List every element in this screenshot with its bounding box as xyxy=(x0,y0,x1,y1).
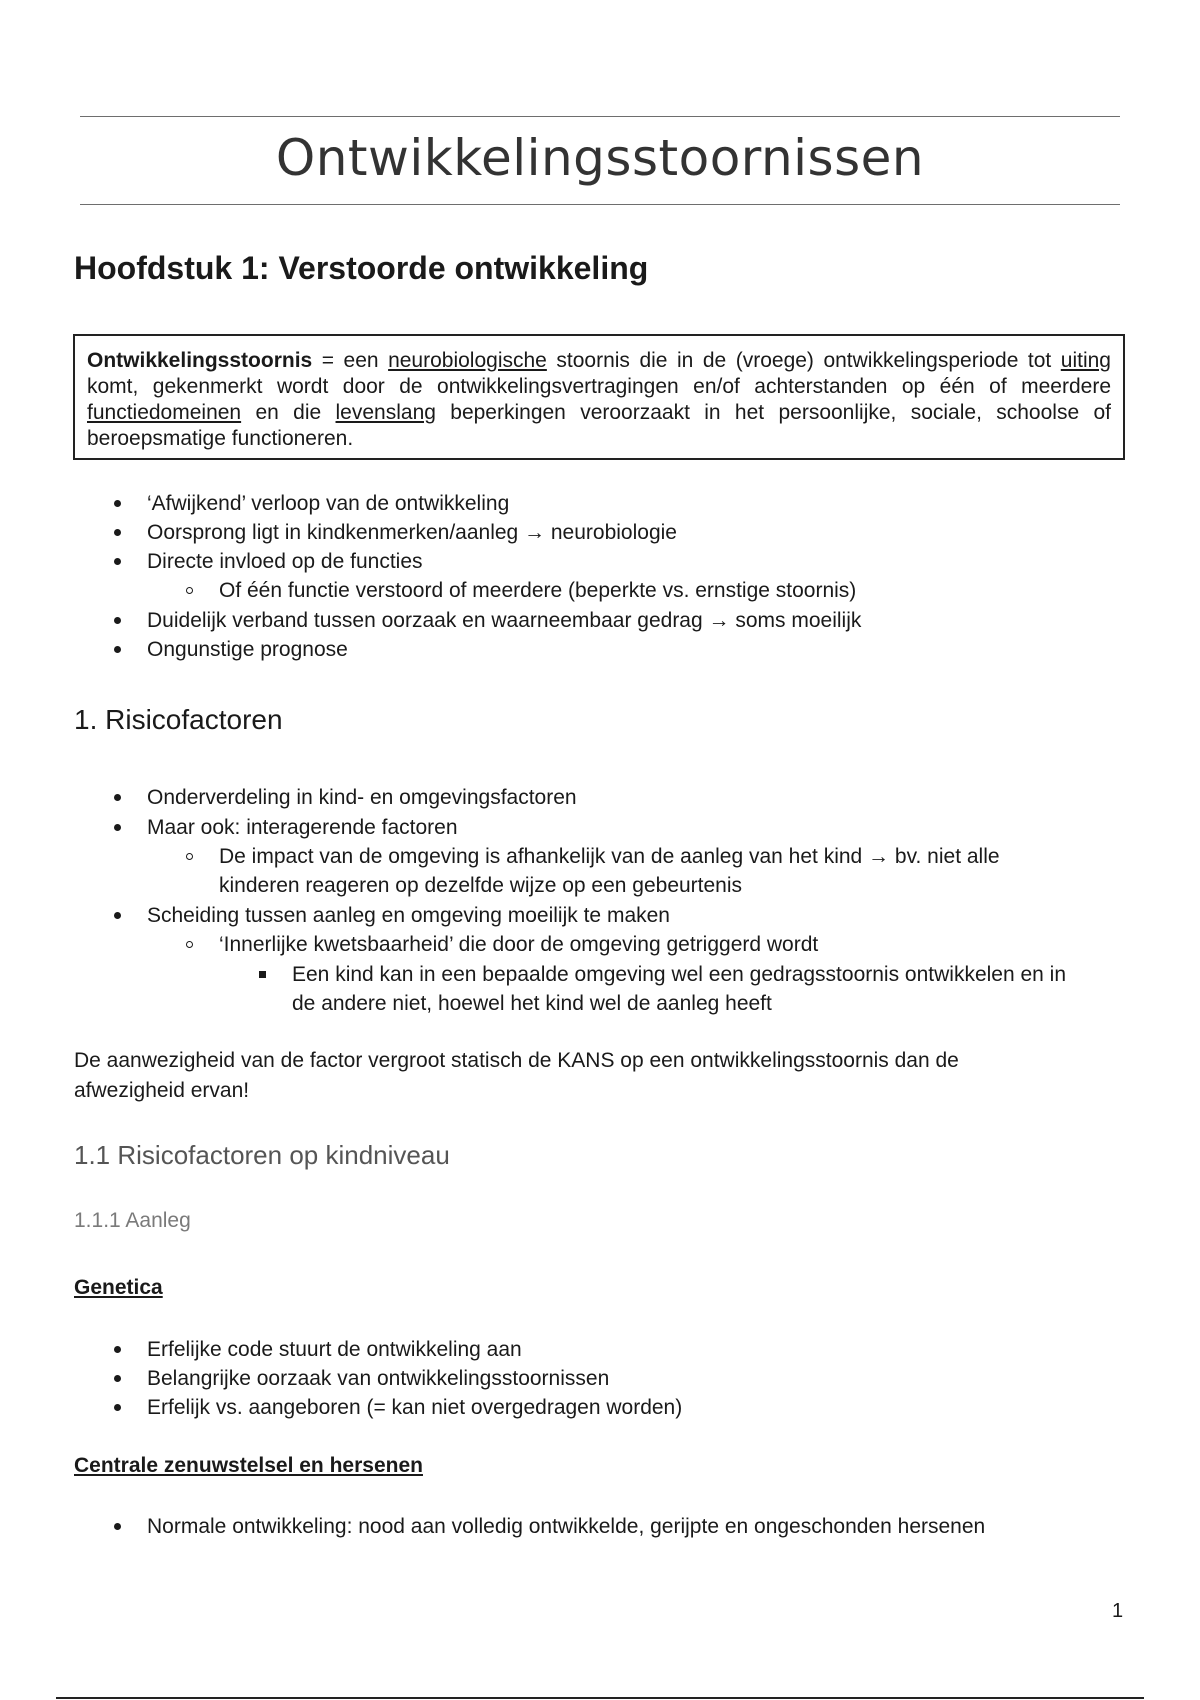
list-item-continuation: de andere niet, hoewel het kind wel de aanleg heeft xyxy=(292,992,772,1015)
bullet-dot-icon xyxy=(114,1523,121,1530)
section-heading-risicofactoren: 1. Risicofactoren xyxy=(74,704,283,735)
list-item: Normale ontwikkeling: nood aan volledig ontwikkelde, gerijpte en ongeschonden hersenen xyxy=(147,1515,986,1538)
bullet-dot-icon xyxy=(114,529,121,536)
bullet-dot-icon xyxy=(114,1375,121,1382)
list-item: Onderverdeling in kind- en omgevingsfactoren xyxy=(147,786,577,809)
definition-underlined: uiting xyxy=(1060,349,1111,372)
bullet-dot-icon xyxy=(114,617,121,624)
list-item: Directe invloed op de functies xyxy=(147,550,423,573)
list-item: ‘Afwijkend’ verloop van de ontwikkeling xyxy=(147,492,510,515)
bullet-dot-icon xyxy=(114,794,121,801)
topic-heading-czs: Centrale zenuwstelsel en hersenen xyxy=(74,1454,423,1477)
page-bottom-rule xyxy=(56,1697,1144,1699)
subsubsection-heading-aanleg: 1.1.1 Aanleg xyxy=(74,1209,191,1232)
chapter-heading: Hoofdstuk 1: Verstoorde ontwikkeling xyxy=(74,250,649,286)
list-item: Een kind kan in een bepaalde omgeving wel een gedragsstoornis ontwikkelen en in xyxy=(292,963,1067,986)
bullet-dot-icon xyxy=(114,1346,121,1353)
list-item: Erfelijke code stuurt de ontwikkeling aan xyxy=(147,1338,522,1361)
bullet-circle-icon xyxy=(186,587,193,594)
list-item: Oorsprong ligt in kindkenmerken/aanleg → neurobiologie xyxy=(147,521,677,544)
bullet-dot-icon xyxy=(114,912,121,919)
bullet-dot-icon xyxy=(114,558,121,565)
list-item: Maar ook: interagerende factoren xyxy=(147,816,458,839)
title-rule-bottom xyxy=(80,204,1120,205)
list-item: Duidelijk verband tussen oorzaak en waarneembaar gedrag → soms moeilijk xyxy=(147,609,862,632)
document-title: Ontwikkelingsstoornissen xyxy=(275,129,925,187)
definition-text: en die xyxy=(241,401,336,424)
list-item: Erfelijk vs. aangeboren (= kan niet overgedragen worden) xyxy=(147,1396,683,1419)
definition-underlined: levenslang xyxy=(335,401,436,424)
list-item: Belangrijke oorzaak van ontwikkelingsstoornissen xyxy=(147,1367,610,1390)
list-item: Scheiding tussen aanleg en omgeving moeilijk te maken xyxy=(147,904,670,927)
definition-text: stoornis die in de (vroege) ontwikkelingsperiode tot xyxy=(546,349,1061,372)
list-item-continuation: kinderen reageren op dezelfde wijze op een gebeurtenis xyxy=(219,874,743,897)
definition-underlined: neurobiologische xyxy=(388,349,547,372)
list-item: Of één functie verstoord of meerdere (beperkte vs. ernstige stoornis) xyxy=(219,579,857,602)
bullet-dot-icon xyxy=(114,500,121,507)
list-item: ‘Innerlijke kwetsbaarheid’ die door de omgeving getriggerd wordt xyxy=(219,933,819,956)
definition-text: = een xyxy=(312,349,389,372)
list-item: Ongunstige prognose xyxy=(147,638,348,661)
bullet-dot-icon xyxy=(114,646,121,653)
bullet-circle-icon xyxy=(186,853,193,860)
title-rule-top xyxy=(80,116,1120,117)
definition-text: komt, gekenmerkt wordt door de ontwikkelingsvertragingen en/of achterstanden op één of meerdere xyxy=(87,375,1111,398)
definition-box xyxy=(73,334,1125,460)
bullet-circle-icon xyxy=(186,941,193,948)
list-item: De impact van de omgeving is afhankelijk van de aanleg van het kind → bv. niet alle xyxy=(219,845,1000,868)
bullet-square-icon xyxy=(259,971,266,978)
bullet-dot-icon xyxy=(114,1404,121,1411)
definition-underlined: functiedomeinen xyxy=(87,401,242,424)
definition-text: beperkingen veroorzaakt in het persoonlijke, sociale, schoolse of beroepsmatige functioneren. xyxy=(87,401,1111,450)
paragraph-line: afwezigheid ervan! xyxy=(74,1079,250,1102)
topic-heading-genetica: Genetica xyxy=(74,1276,163,1299)
bullet-dot-icon xyxy=(114,824,121,831)
subsection-heading-kindniveau: 1.1 Risicofactoren op kindniveau xyxy=(74,1140,450,1170)
definition-term: Ontwikkelingsstoornis xyxy=(87,349,313,372)
page-number: 1 xyxy=(1112,1600,1124,1622)
paragraph-line: De aanwezigheid van de factor vergroot statisch de KANS op een ontwikkelingsstoornis dan de xyxy=(74,1049,959,1072)
